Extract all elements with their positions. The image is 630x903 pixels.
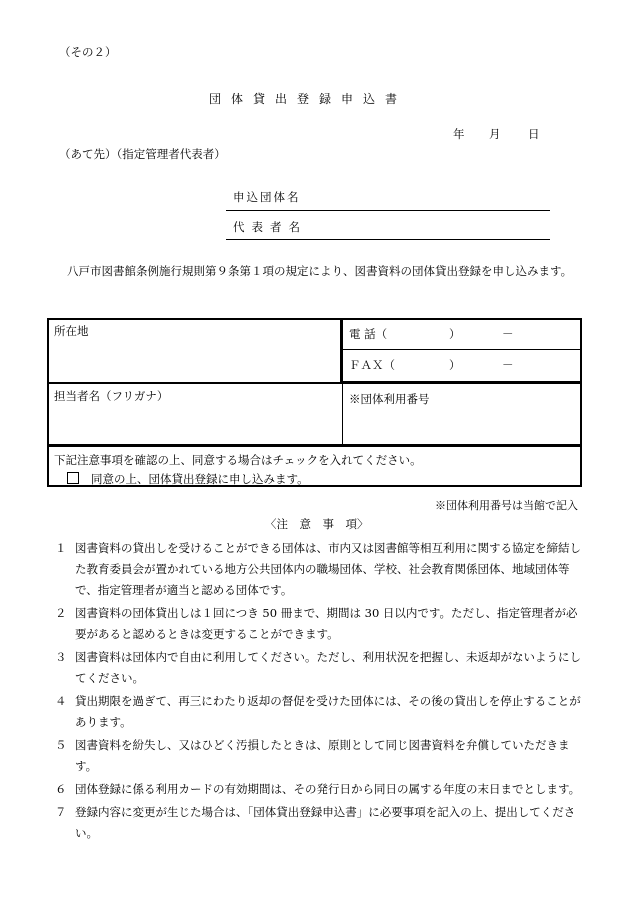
note-text: 登録内容に変更が生じた場合は、「団体貸出登録申込書」に必要事項を記入の上、提出してください。 — [75, 805, 576, 840]
address-label: 所在地 — [54, 324, 89, 338]
note-number: ５ — [55, 738, 67, 752]
contact-name-label: 担当者名（フリガナ） — [54, 389, 169, 403]
note-item — [55, 735, 581, 777]
fax-label: ＦＡＸ（ — [349, 358, 395, 372]
page-title: 団体貸出登録申込書 — [209, 92, 408, 106]
tel-fax-box — [340, 318, 582, 383]
notes-list — [55, 538, 581, 846]
notes-heading: 〈注 意 事 項〉 — [265, 517, 369, 531]
note-number: ４ — [55, 694, 67, 708]
note-item — [55, 779, 581, 800]
divider-vertical-middle — [342, 383, 343, 445]
note-text: 図書資料を紛失し、又はひどく汚損したときは、原則として同じ図書資料を弁償していただきます。 — [75, 738, 570, 773]
note-text: 図書資料は団体内で自由に利用してください。ただし、利用状況を把握し、未返却がないようにしてください。 — [75, 650, 581, 685]
fax-dash: － — [502, 358, 514, 372]
group-number-label: ※団体利用番号 — [349, 392, 430, 406]
note-number: ７ — [55, 805, 67, 819]
note-number: ６ — [55, 782, 67, 796]
tel-label: 電 話（ — [349, 327, 388, 341]
addressee: （あて先）（指定管理者代表者） — [59, 147, 226, 161]
tel-close-paren: ） — [449, 327, 461, 341]
representative-label: 代表者名 — [233, 220, 307, 234]
note-number: １ — [55, 541, 67, 555]
intro-paragraph: 八戸市図書館条例施行規則第９条第１項の規定により、図書資料の団体貸出登録を申し込みます。 — [67, 264, 573, 278]
consent-instruction: 下記注意事項を確認の上、同意する場合はチェックを入れてください。 — [54, 453, 422, 467]
note-text: 図書資料の貸出しを受けることができる団体は、市内又は図書館等相互利用に関する協定を締結した教育委員会が置かれている地方公共団体内の職場団体、学校、社会教育関係団体、地域団体等で、指定管理者が適当と認める団体です。 — [75, 541, 581, 597]
consent-checkbox-label: 同意の上、団体貸出登録に申し込みます。 — [91, 472, 309, 486]
date-day-label: 日 — [528, 127, 540, 141]
group-name-label: 申込団体名 — [233, 190, 301, 204]
consent-box — [47, 444, 582, 487]
note-item — [55, 603, 581, 645]
note-item — [55, 538, 581, 601]
representative-line[interactable] — [226, 239, 550, 240]
group-name-line[interactable] — [226, 210, 550, 211]
form-number: （その２） — [59, 45, 117, 59]
tel-dash: － — [502, 327, 514, 341]
note-item — [55, 691, 581, 733]
date-year-label: 年 — [453, 127, 465, 141]
date-month-label: 月 — [489, 127, 501, 141]
note-text: 団体登録に係る利用カードの有効期間は、その発行日から同日の属する年度の末日までとします。 — [75, 782, 581, 796]
note-number: ３ — [55, 650, 67, 664]
note-number: ２ — [55, 606, 67, 620]
office-use-note: ※団体利用番号は当館で記入 — [435, 499, 578, 512]
note-text: 図書資料の団体貸出しは１回につき 50 冊まで、期間は 30 日以内です。ただし、指定管理者が必要があると認めるときは変更することができます。 — [75, 606, 578, 641]
note-item — [55, 802, 581, 844]
note-text: 貸出期限を過ぎて、再三にわたり返却の督促を受けた団体には、その後の貸出しを停止することがあります。 — [75, 694, 581, 729]
note-item — [55, 647, 581, 689]
fax-close-paren: ） — [449, 358, 461, 372]
